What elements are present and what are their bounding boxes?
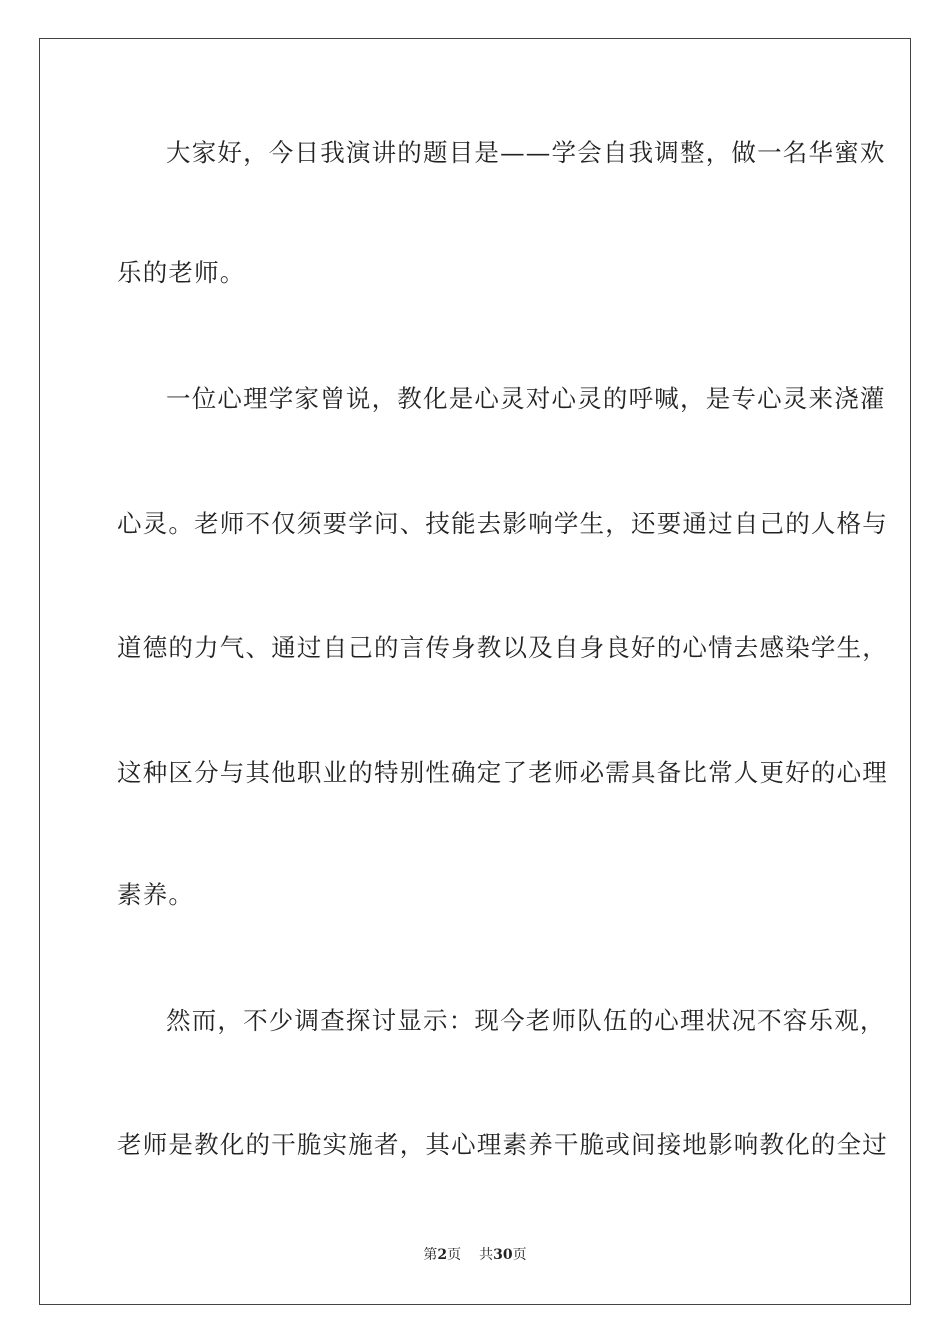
paragraph-2-line-1: 一位心理学家曾说，教化是心灵对心灵的呼喊，是专心灵来浇灌	[166, 384, 886, 413]
footer-total-prefix: 共	[479, 1247, 494, 1263]
footer-page-number: 2	[437, 1247, 448, 1263]
footer-page-suffix: 页	[447, 1247, 462, 1263]
footer-total-suffix: 页	[512, 1247, 527, 1263]
footer-page-prefix: 第	[423, 1247, 438, 1263]
page-border	[39, 38, 911, 1305]
paragraph-2-line-5: 素养。	[117, 880, 195, 909]
paragraph-3-line-2: 老师是教化的干脆实施者，其心理素养干脆或间接地影响教化的全过	[117, 1130, 888, 1159]
paragraph-1-line-2: 乐的老师。	[117, 258, 246, 287]
footer-total-pages: 30	[493, 1247, 513, 1263]
paragraph-1-line-1: 大家好，今日我演讲的题目是——学会自我调整，做一名华蜜欢	[166, 138, 886, 167]
paragraph-3-line-1: 然而，不少调查探讨显示：现今老师队伍的心理状况不容乐观，	[166, 1006, 886, 1035]
paragraph-2-line-2: 心灵。老师不仅须要学问、技能去影响学生，还要通过自己的人格与	[117, 509, 888, 538]
page-footer	[0, 1246, 950, 1264]
paragraph-2-line-3: 道德的力气、通过自己的言传身教以及自身良好的心情去感染学生，	[117, 633, 888, 662]
paragraph-2-line-4: 这种区分与其他职业的特别性确定了老师必需具备比常人更好的心理	[117, 758, 888, 787]
